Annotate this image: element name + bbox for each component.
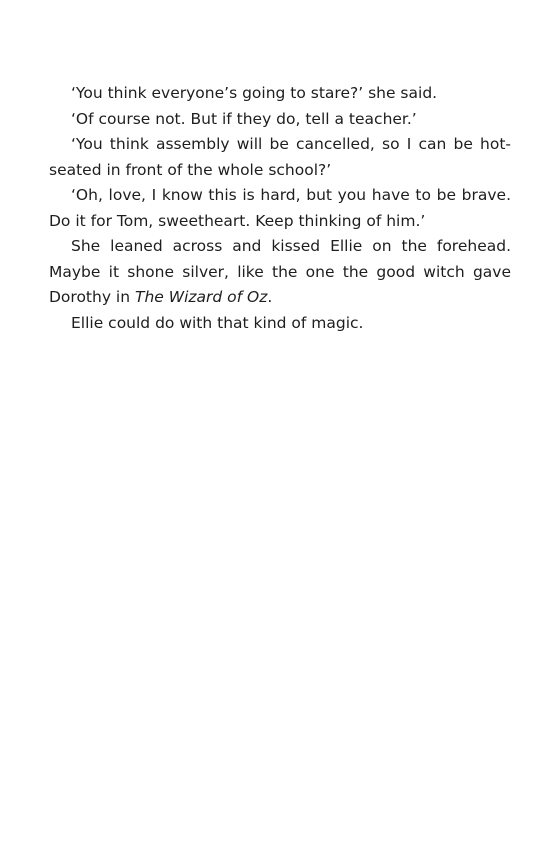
paragraph-kiss-forehead-end: .	[267, 288, 273, 306]
paragraph-kiss-forehead	[49, 234, 511, 311]
paragraph-kiss-forehead-text: She leaned across and kissed Ellie on the forehead. Maybe it shone silver, like the one the good witch gave Dorothy in	[49, 237, 511, 306]
paragraph-tell-teacher: ‘Of course not. But if they do, tell a teacher.’	[71, 109, 417, 128]
paragraph-be-brave: ‘Oh, love, I know this is hard, but you have to be brave. Do it for Tom, sweetheart. Keep thinking of him.’	[49, 186, 511, 230]
paragraph-kind-of-magic: Ellie could do with that kind of magic.	[71, 313, 364, 332]
book-title-reference: The Wizard of Oz	[135, 288, 268, 306]
paragraph-assembly-cancelled: ‘You think assembly will be cancelled, so I can be hot-seated in front of the whole school?’	[49, 135, 511, 179]
paragraph-stare-question: ‘You think everyone’s going to stare?’ she said.	[71, 84, 438, 102]
book-page-text	[49, 81, 511, 336]
